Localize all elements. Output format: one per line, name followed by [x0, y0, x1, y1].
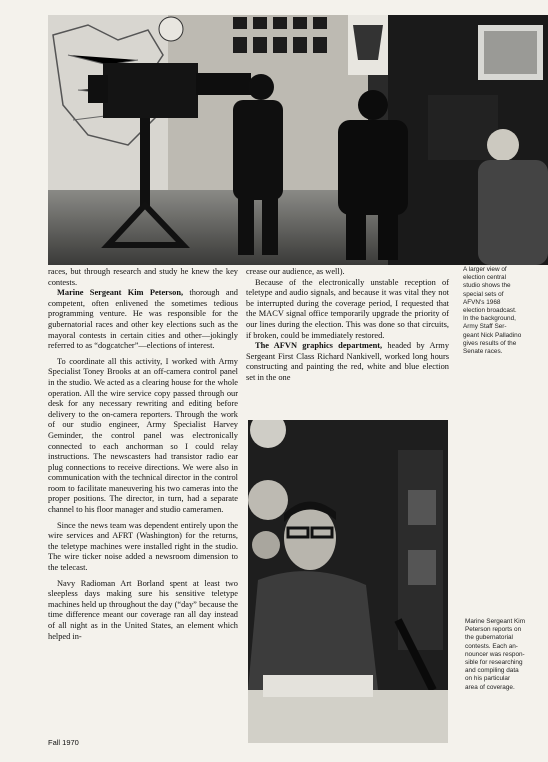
- article-paragraph: Marine Sergeant Kim Peterson, thorough and competent, often enlivened the sometimes tedious programming venture. He was responsible for the gubernatorial races and other key elections such as the mayoral contests in certain cities and other—jokingly referred to as “dogcatcher”—elections of interest.: [48, 288, 238, 351]
- article-paragraph: To coordinate all this activity, I worked with Army Specialist Toney Brooks at an off-camera control panel in the studio. We acted as a clearing house for the whole operation. All the wire service copy passed through our desk for any necessary rewriting and editing before delivery to the on-camera reporters. Through the work of our studio engineer, Army Specialist Harvey Geminder, the control panel was electronically connected to each anchorman so I could relay instructions. The newscasters had transistor radio ear plug connections to receive directions. We were also in communication with the technical director in the control room to facilitate maneuvering his two cameras into the proper positions. The director, in turn, had a separate channel to his floor manager and studio cameramen.: [48, 356, 238, 515]
- article-paragraph: races, but through research and study he knew the key contests.: [48, 267, 238, 287]
- article-paragraph: crease our audience, as well).: [246, 267, 345, 276]
- page-footer: Fall 1970: [48, 738, 79, 747]
- photo-caption-top: A larger view of election central studio shows the special sets of AFVN's 1968 election broadcast. In the background, Army Staff Ser- geant Nick Palladino gives results of the Senate races.: [463, 266, 522, 356]
- studio-photo: [48, 15, 548, 265]
- reporter-photo: [248, 420, 448, 743]
- article-paragraph: Since the news team was dependent entirely upon the wire services and AFRT (Washington) for the returns, the teletype machines were installed right in the studio. The wire ticker noise added a newsroom dimension to the telecast.: [48, 520, 238, 573]
- article-paragraph: The AFVN graphics department, headed by Army Sergeant First Class Richard Nankivell, worked long hours constructing and painting the red, white and blue election set in the one: [246, 341, 450, 382]
- article-column-left: [48, 267, 238, 642]
- article-paragraph: Because of the electronically unstable reception of teletype and audio signals, and because it was vital they not be interrupted during the coverage period, I requested that the MACV signal office temporarily upgrade the priority of our lines during the election. This was done so that circuits, if broken, could be immediately restored.: [246, 277, 449, 340]
- article-paragraph: Navy Radioman Art Borland spent at least two sleepless days making sure his sensitive teletype machines held up throughout the day (“day” because the time difference meant our coverage ran all day instead of all night as in the United States, an element which helped in-: [48, 578, 238, 641]
- paragraph-lead: Marine Sergeant Kim Peterson,: [57, 288, 184, 298]
- photo-caption-bottom: Marine Sergeant Kim Peterson reports on the gubernatorial contests. Each an- nouncer was respon- sible for researching and compiling data on his particular area of coverage.: [465, 618, 526, 691]
- paragraph-lead: The AFVN graphics department,: [255, 341, 383, 351]
- article-column-middle: [246, 267, 449, 384]
